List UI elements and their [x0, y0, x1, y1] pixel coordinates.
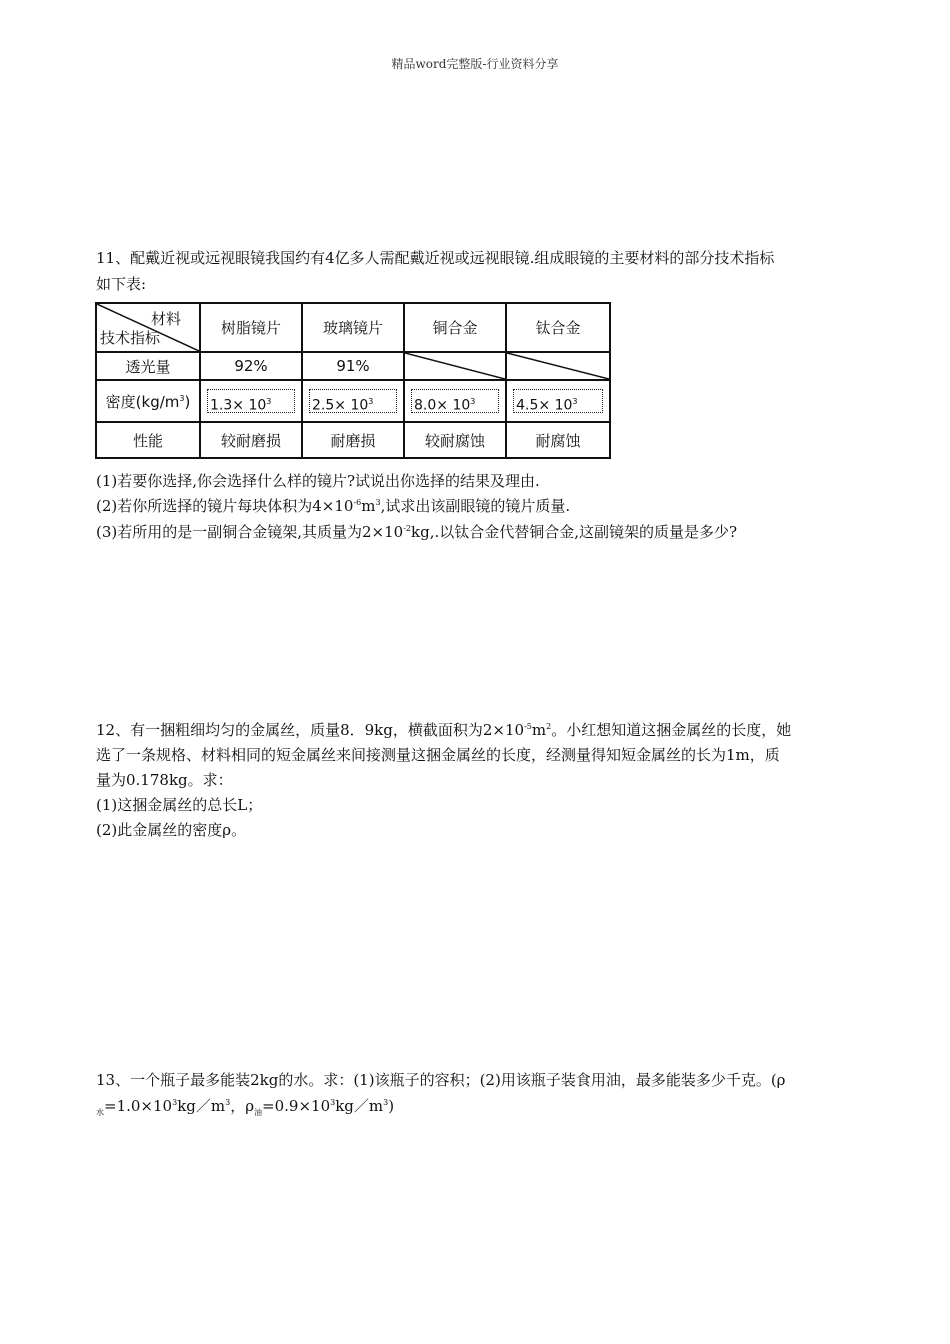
row-label-light: 透光量: [96, 352, 200, 380]
q12-line3: 量为0.178kg。求：: [96, 771, 233, 789]
q13-line1: 13、一个瓶子最多能装2kg的水。求：(1)该瓶子的容积；(2)用该瓶子装食用油，最多能装多少千克。(ρ: [96, 1071, 786, 1089]
page-header: 精品word完整版-行业资料分享: [391, 57, 559, 71]
q12-sub2: (2)此金属丝的密度ρ。: [96, 821, 247, 839]
table-corner-cell: [96, 303, 200, 352]
q11-sub2: (2)若你所选择的镜片每块体积为$4\times 10^{-6}m^3$,试求出该副眼镜的镜片质量.: [96, 497, 571, 515]
header-copper-alloy: 铜合金: [404, 303, 506, 352]
diagonal-line: [405, 353, 505, 379]
q11-sub1: (1)若要你选择,你会选择什么样的镜片?试说出你选择的结果及理由.: [96, 472, 540, 490]
table-row: [96, 352, 610, 380]
table-row: [96, 303, 610, 352]
corner-label-material: 材料: [150, 310, 181, 328]
density-titanium: $4.5\times 10^3$: [506, 380, 610, 422]
table-row: [96, 422, 610, 458]
row-label-density: 密度$(kg/m^3)$: [96, 380, 200, 422]
q12-line1: 12、有一捆粗细均匀的金属丝，质量8．9kg，横截面积为$2\times 10^{-5}m^2$。小红想知道这捆金属丝的长度，她: [96, 721, 792, 739]
light-resin: 92%: [200, 352, 302, 380]
density-resin: $1.3\times 10^3$: [200, 380, 302, 422]
light-titanium-empty: [506, 352, 610, 380]
density-glass: $2.5\times 10^3$: [302, 380, 404, 422]
perf-copper: 较耐腐蚀: [404, 422, 506, 458]
perf-titanium: 耐腐蚀: [506, 422, 610, 458]
q11-line1: 11、配戴近视或远视眼镜我国约有4亿多人需配戴近视或远视眼镜.组成眼镜的主要材料的部分技术指标: [96, 249, 775, 267]
q11-sub3: (3)若所用的是一副铜合金镜架,其质量为$2\times 10^{-2}kg$,.以钛合金代替铜合金,这副镜架的质量是多少?: [96, 523, 738, 541]
diagonal-line: [507, 353, 609, 379]
q12-line2: 选了一条规格、材料相同的短金属丝来间接测量这捆金属丝的长度，经测量得知短金属丝的长为1m，质: [96, 746, 780, 764]
header-titanium-alloy: 钛合金: [506, 303, 610, 352]
density-copper: $8.0\times 10^3$: [404, 380, 506, 422]
light-copper-empty: [404, 352, 506, 380]
perf-resin: 较耐磨损: [200, 422, 302, 458]
q11-line2: 如下表:: [96, 275, 147, 293]
q13-line2: $_水=1.0\times 10^3kg/m^3$，$\rho_油=0.9\times 10^3kg/m^3$): [96, 1097, 395, 1117]
materials-table: [95, 302, 611, 459]
header-resin-lens: 树脂镜片: [200, 303, 302, 352]
light-glass: 91%: [302, 352, 404, 380]
corner-label-index: 技术指标: [100, 329, 161, 347]
q12-sub1: (1)这捆金属丝的总长L；: [96, 796, 263, 814]
header-glass-lens: 玻璃镜片: [302, 303, 404, 352]
row-label-performance: 性能: [96, 422, 200, 458]
perf-glass: 耐磨损: [302, 422, 404, 458]
table-row: [96, 380, 610, 422]
